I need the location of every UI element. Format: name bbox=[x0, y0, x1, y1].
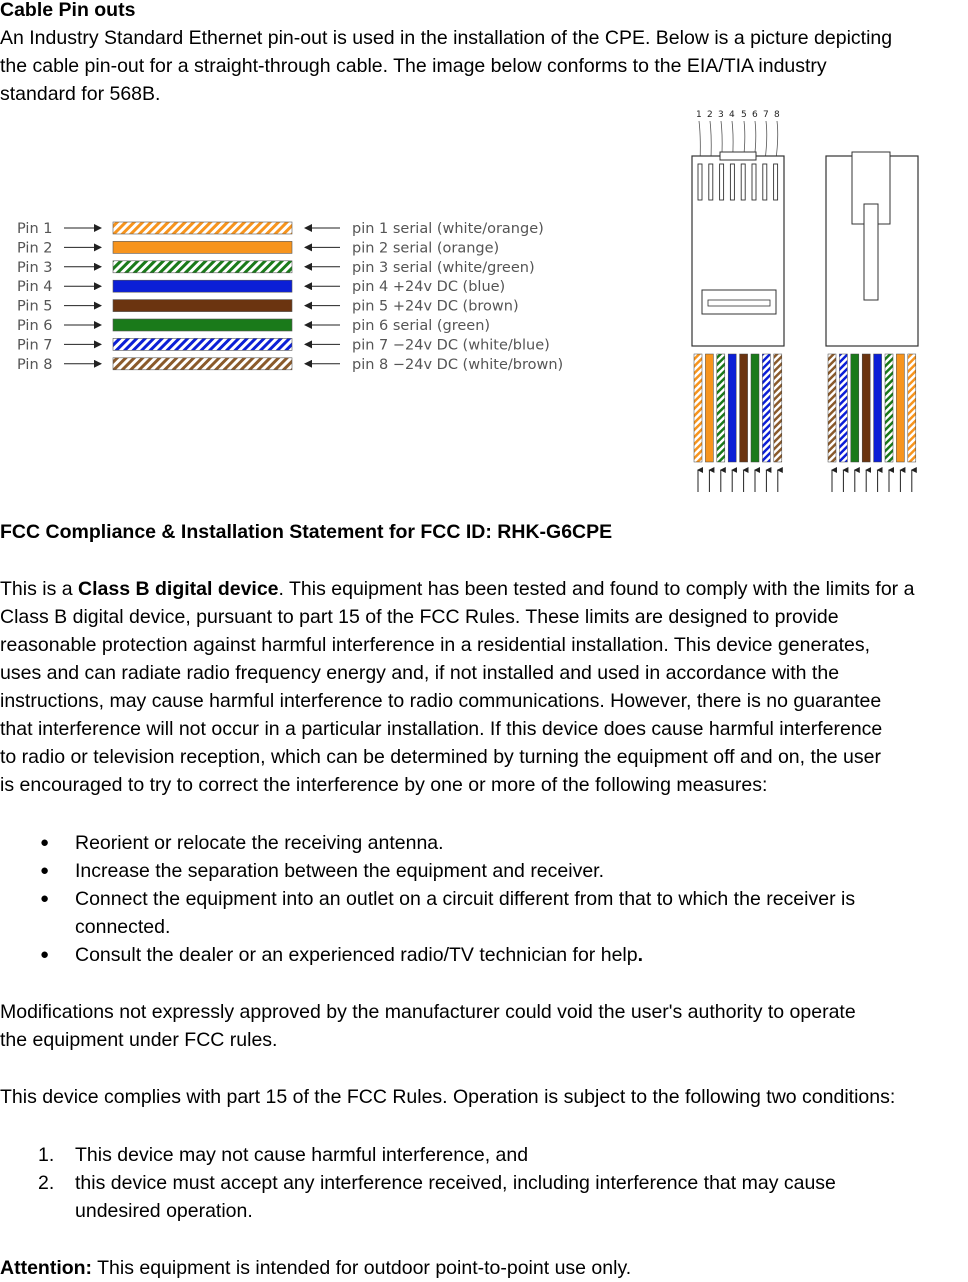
bullet-dot: ● bbox=[40, 890, 50, 907]
para1-suffix: . This equipment has been tested and found to comply with the limits for a bbox=[278, 578, 915, 600]
pin-row bbox=[17, 357, 563, 373]
connector-contact bbox=[698, 164, 702, 200]
numbered-item-1: This device may not cause harmful interference, and bbox=[75, 1144, 529, 1166]
connector-pin-number: 6 bbox=[752, 110, 758, 120]
connector-contact bbox=[709, 164, 713, 200]
pin-left-label: Pin 4 bbox=[17, 279, 53, 296]
connector-wire bbox=[908, 354, 916, 462]
para1-line-3: reasonable protection against harmful interference in a residential installation. This device generates, bbox=[0, 634, 871, 656]
connector-wire bbox=[717, 354, 725, 462]
connector-wire bbox=[751, 354, 759, 462]
connector-contact bbox=[763, 164, 767, 200]
connector-latch-slot-inner bbox=[708, 300, 770, 306]
connector-wire bbox=[828, 354, 836, 462]
bullet-item-4-text: Consult the dealer or an experienced radio/TV technician for help bbox=[75, 944, 638, 966]
wire-bar bbox=[113, 241, 292, 253]
pin-row bbox=[17, 260, 535, 276]
wire-bar bbox=[113, 261, 292, 273]
para1-line-7: to radio or television reception, which can be determined by turning the equipment off and on, the user bbox=[0, 746, 881, 768]
connector-wire bbox=[694, 354, 702, 462]
pin-right-label: pin 7 −24v DC (white/blue) bbox=[352, 337, 550, 354]
para1-prefix: This is a bbox=[0, 578, 79, 600]
attention-label: Attention: bbox=[0, 1257, 93, 1279]
para1-line-1 bbox=[0, 575, 914, 603]
wire-bar bbox=[113, 319, 292, 331]
attention-statement bbox=[0, 1254, 631, 1282]
pin-right-label: pin 2 serial (orange) bbox=[352, 240, 500, 257]
para1-line-2: Class B digital device, pursuant to part 15 of the FCC Rules. These limits are designed to provide bbox=[0, 606, 839, 628]
bullet-dot: ● bbox=[40, 946, 50, 963]
connector-wire bbox=[740, 354, 748, 462]
connector-pin-number: 3 bbox=[718, 110, 724, 120]
pin-right-label: pin 1 serial (white/orange) bbox=[352, 221, 544, 237]
pin-row bbox=[17, 221, 544, 237]
connector-front-body bbox=[692, 156, 784, 346]
connector-wire bbox=[728, 354, 736, 462]
numbered-item-1-number: 1. bbox=[38, 1144, 55, 1166]
connector-contact bbox=[730, 164, 734, 200]
connector-wire bbox=[705, 354, 713, 462]
para1-line-8: is encouraged to try to correct the interference by one or more of the following measures: bbox=[0, 774, 768, 796]
section-title-cable-pinouts: Cable Pin outs bbox=[0, 0, 136, 21]
connector-wire bbox=[874, 354, 882, 462]
bullet-item-1: Reorient or relocate the receiving antenna. bbox=[75, 832, 444, 854]
bullet-item-2: Increase the separation between the equipment and receiver. bbox=[75, 860, 605, 882]
pin-left-label: Pin 2 bbox=[17, 240, 53, 257]
pin-left-label: Pin 6 bbox=[17, 318, 53, 334]
pin-left-label: Pin 3 bbox=[17, 259, 53, 276]
connector-contact bbox=[741, 164, 745, 200]
bullet-dot: ● bbox=[40, 862, 50, 879]
connector-wire bbox=[862, 354, 870, 462]
pin-left-label: Pin 8 bbox=[17, 356, 53, 373]
pin-right-label: pin 3 serial (white/green) bbox=[352, 259, 535, 276]
connector-wire bbox=[851, 354, 859, 462]
connector-wire bbox=[896, 354, 904, 462]
para1-line-6: that interference will not occur in a particular installation. If this device does cause harmful interference bbox=[0, 718, 883, 740]
intro-line-3: standard for 568B. bbox=[0, 83, 161, 105]
pin-left-label: Pin 5 bbox=[17, 298, 53, 315]
connector-pin-number: 5 bbox=[741, 110, 747, 120]
wire-bar bbox=[113, 300, 292, 312]
numbered-item-2: this device must accept any interference received, including interference that may cause bbox=[75, 1172, 836, 1194]
connector-contact bbox=[774, 164, 778, 200]
connector-pin-number: 7 bbox=[763, 110, 769, 120]
numbered-item-2-cont: undesired operation. bbox=[75, 1200, 253, 1222]
pin-row bbox=[17, 337, 550, 353]
bullet-item-3: Connect the equipment into an outlet on a circuit different from that to which the receiver is bbox=[75, 888, 856, 910]
connector-pin-number: 1 bbox=[696, 110, 702, 120]
connector-wire bbox=[762, 354, 770, 462]
wire-bar bbox=[113, 338, 292, 350]
intro-line-1: An Industry Standard Ethernet pin-out is used in the installation of the CPE. Below is a picture depicting bbox=[0, 27, 893, 49]
bullet-item-3-cont: connected. bbox=[75, 916, 171, 938]
bullet-dot: ● bbox=[40, 834, 50, 851]
connector-pin-number: 2 bbox=[707, 110, 713, 120]
pin-right-label: pin 4 +24v DC (blue) bbox=[352, 279, 506, 296]
para1-line-4: uses and can radiate radio frequency energy and, if not installed and used in accordance with the bbox=[0, 662, 840, 684]
numbered-item-2-number: 2. bbox=[38, 1172, 55, 1194]
connector-wire bbox=[774, 354, 782, 462]
wire-bar bbox=[113, 280, 292, 292]
attention-text: This equipment is intended for outdoor point-to-point use only. bbox=[92, 1257, 632, 1279]
para1-line-5: instructions, may cause harmful interference to radio communications. However, there is no guarantee bbox=[0, 690, 882, 712]
para1-bold-class-b: Class B digital device bbox=[78, 578, 279, 600]
connector-contact bbox=[752, 164, 756, 200]
wire-bar bbox=[113, 222, 292, 234]
connector-side-tab bbox=[864, 204, 878, 300]
connector-contact bbox=[720, 164, 724, 200]
pin-left-label: Pin 1 bbox=[17, 221, 53, 237]
pin-right-label: pin 6 serial (green) bbox=[352, 318, 491, 334]
connector-wire bbox=[839, 354, 847, 462]
pin-right-label: pin 5 +24v DC (brown) bbox=[352, 298, 519, 315]
rj45-connector-diagram bbox=[686, 104, 926, 496]
connector-front-top-notch bbox=[720, 152, 756, 160]
bullet-item-4-period: . bbox=[637, 944, 644, 966]
pin-row bbox=[17, 240, 499, 256]
wire-bar bbox=[113, 358, 292, 370]
connector-pin-number: 4 bbox=[729, 110, 735, 120]
connector-pin-number: 8 bbox=[774, 110, 780, 120]
bullet-item-4 bbox=[75, 941, 643, 969]
para2-line-1: Modifications not expressly approved by the manufacturer could void the user's authority to operate bbox=[0, 1001, 856, 1023]
para2-line-2: the equipment under FCC rules. bbox=[0, 1029, 278, 1051]
connector-wire bbox=[885, 354, 893, 462]
section-title-fcc: FCC Compliance & Installation Statement for FCC ID: RHK-G6CPE bbox=[0, 521, 613, 543]
pin-right-label: pin 8 −24v DC (white/brown) bbox=[352, 356, 564, 373]
pin-left-label: Pin 7 bbox=[17, 337, 53, 354]
pin-row bbox=[17, 299, 519, 315]
pinout-diagram bbox=[0, 210, 580, 380]
para3: This device complies with part 15 of the FCC Rules. Operation is subject to the following two conditions: bbox=[0, 1086, 896, 1108]
pin-row bbox=[17, 279, 505, 295]
intro-line-2: the cable pin-out for a straight-through cable. The image below conforms to the EIA/TIA industry bbox=[0, 55, 827, 77]
pin-row bbox=[17, 318, 490, 334]
